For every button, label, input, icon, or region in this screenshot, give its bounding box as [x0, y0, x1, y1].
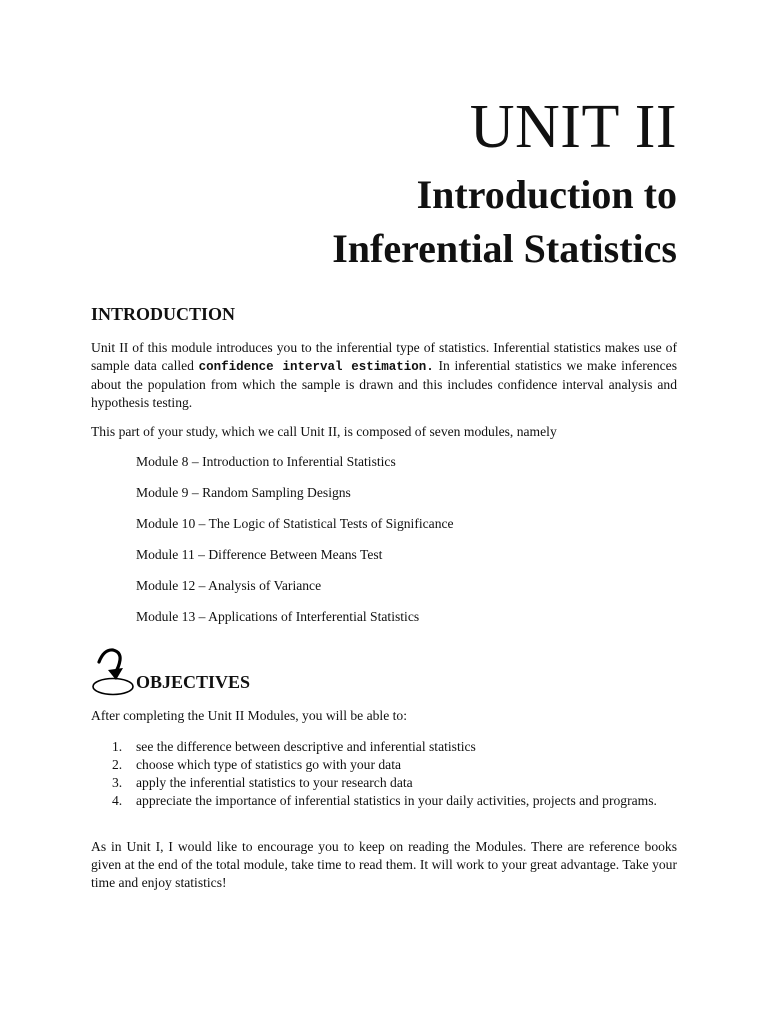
module-item: Module 10 – The Logic of Statistical Tests of Significance — [136, 516, 454, 531]
objective-text: appreciate the importance of inferential statistics in your daily activities, projects and programs. — [136, 793, 657, 808]
objective-list — [91, 738, 677, 810]
unit-title: UNIT II — [469, 93, 677, 161]
module-item: Module 13 – Applications of Interferential Statistics — [136, 609, 420, 624]
objective-item — [91, 738, 677, 756]
module-item: Module 12 – Analysis of Variance — [136, 578, 322, 593]
module-item: Module 11 – Difference Between Means Test — [136, 547, 383, 562]
objectives-heading: OBJECTIVES — [136, 672, 251, 692]
introduction-heading: INTRODUCTION — [91, 304, 236, 324]
closing-paragraph: As in Unit I, I would like to encourage you to keep on reading the Modules. There are reference books given at the end of the total module, take time to read them. It will work to your great advantage. Take your time and enjoy statistics! — [91, 839, 677, 890]
objective-text: apply the inferential statistics to your research data — [136, 775, 413, 790]
module-list — [136, 453, 454, 639]
arrow-into-circle-icon — [90, 646, 136, 696]
module-item: Module 8 – Introduction to Inferential Statistics — [136, 454, 396, 469]
objective-number: 3. — [112, 775, 123, 790]
module-item: Module 9 – Random Sampling Designs — [136, 485, 351, 500]
unit-subtitle — [332, 168, 677, 276]
introduction-paragraph — [91, 339, 677, 412]
objective-number: 4. — [112, 793, 123, 808]
subtitle-line-2: Inferential Statistics — [332, 226, 677, 271]
intro-text-part-1: Unit II of this module introduces you to the inferential type of statistics. Inferential statistics makes use of sample data called — [91, 340, 677, 373]
intro-text-part-2: In inferential statistics we make inferences about the population from which the sample is drawn and this includes confidence interval analysis and hypothesis testing. — [91, 358, 677, 410]
objective-item — [91, 756, 677, 774]
objective-number: 1. — [112, 739, 123, 754]
composition-paragraph: This part of your study, which we call Unit II, is composed of seven modules, namely — [91, 424, 557, 439]
objective-item — [91, 774, 677, 792]
objective-text: see the difference between descriptive and inferential statistics — [136, 739, 476, 754]
objective-text: choose which type of statistics go with your data — [136, 757, 402, 772]
intro-bold-term: confidence interval estimation. — [198, 360, 434, 374]
subtitle-line-1: Introduction to — [416, 172, 677, 217]
objectives-intro: After completing the Unit II Modules, you will be able to: — [91, 708, 407, 723]
objective-item — [91, 792, 677, 810]
objective-number: 2. — [112, 757, 123, 772]
